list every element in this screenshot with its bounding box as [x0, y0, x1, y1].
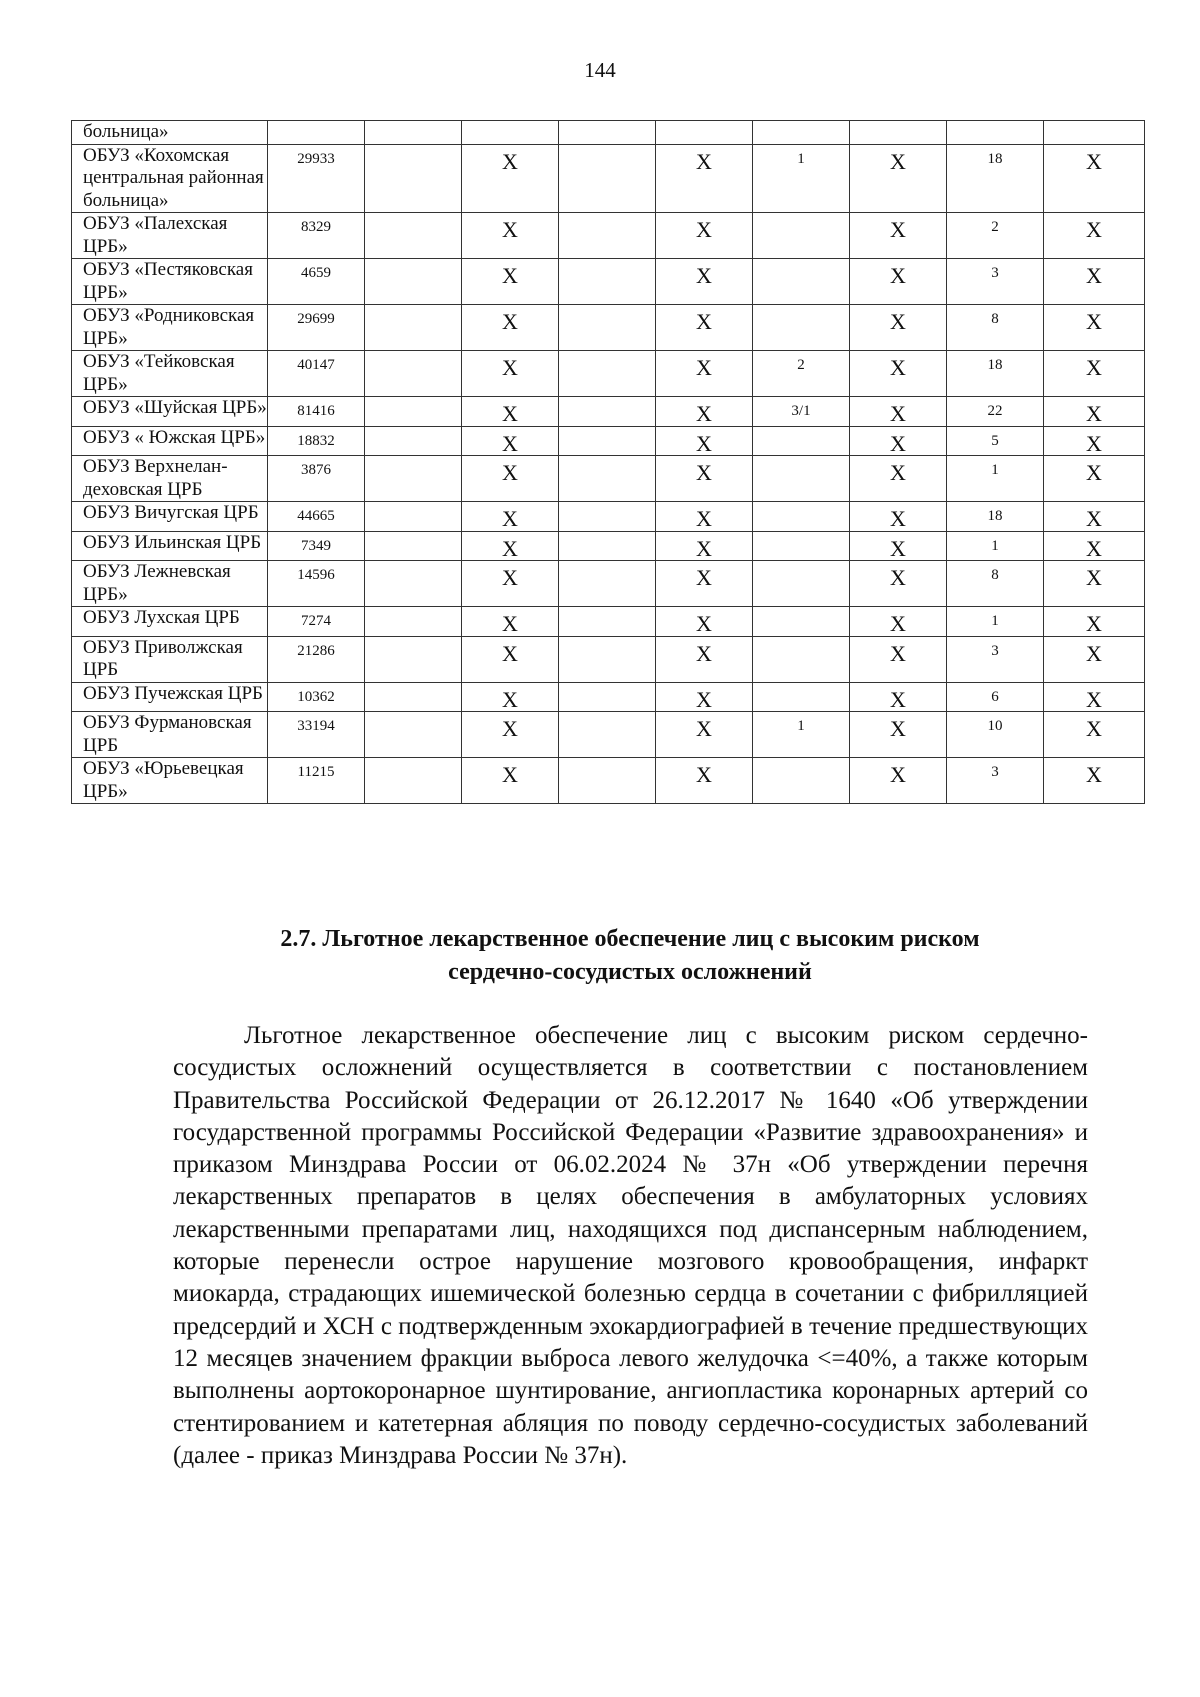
page-number: 144	[584, 58, 616, 82]
table-cell-c10: X	[1044, 502, 1145, 532]
table-cell-name: ОБУЗ «Пестяковская ЦРБ»	[72, 259, 268, 305]
table-cell-c8: X	[850, 144, 947, 213]
table-cell-c10: X	[1044, 636, 1145, 682]
table-cell-c6: X	[656, 456, 753, 502]
hospital-table	[71, 120, 1145, 804]
table-cell-pop: 7349	[268, 531, 365, 561]
table-cell-c8: X	[850, 682, 947, 712]
table-cell-name: ОБУЗ Лежневская ЦРБ»	[72, 561, 268, 607]
table-cell-c10: X	[1044, 351, 1145, 397]
table-cell-c7: 1	[753, 144, 850, 213]
table-cell-c5	[559, 305, 656, 351]
table-cell-name: ОБУЗ Вичугская ЦРБ	[72, 502, 268, 532]
table-cell-pop: 44665	[268, 502, 365, 532]
table-cell-c6: X	[656, 712, 753, 758]
table-cell-c9: 10	[947, 712, 1044, 758]
table-cell-c9: 3	[947, 758, 1044, 804]
table-cell-c4: X	[462, 682, 559, 712]
table-cell-c5	[559, 144, 656, 213]
table-cell-c3	[365, 531, 462, 561]
table-row	[72, 397, 1145, 427]
table-cell-c10: X	[1044, 758, 1145, 804]
table-cell-name: ОБУЗ «Палехская ЦРБ»	[72, 213, 268, 259]
table-cell-c5	[559, 712, 656, 758]
table-cell-c9: 6	[947, 682, 1044, 712]
table-cell-c3	[365, 426, 462, 456]
table-cell-c5	[559, 397, 656, 427]
table-cell-c3	[365, 213, 462, 259]
table-cell-c7	[753, 682, 850, 712]
table-cell-name: ОБУЗ «Юрьевецкая ЦРБ»	[72, 758, 268, 804]
table-cell-c3	[365, 682, 462, 712]
table-cell-c4: X	[462, 397, 559, 427]
table-row	[72, 502, 1145, 532]
table-cell-c3	[365, 259, 462, 305]
table-cell-pop: 8329	[268, 213, 365, 259]
table-cell-c7	[753, 259, 850, 305]
table-cell-c5	[559, 456, 656, 502]
table-cell-c7: 2	[753, 351, 850, 397]
table-cell-c3	[365, 456, 462, 502]
table-cell-c4: X	[462, 305, 559, 351]
table-cell-c10: X	[1044, 682, 1145, 712]
table-row	[72, 144, 1145, 213]
table-cell-c4: X	[462, 758, 559, 804]
table-cell-c4: X	[462, 561, 559, 607]
table-cell-c4: X	[462, 636, 559, 682]
table-cell-name: ОБУЗ «Кохомская центральная районная больница»	[72, 144, 268, 213]
table-cell-pop: 81416	[268, 397, 365, 427]
table-cell-c7	[753, 502, 850, 532]
table-cell-c5	[559, 682, 656, 712]
table-cell-pop: 10362	[268, 682, 365, 712]
table-cell-c5	[559, 531, 656, 561]
table-cell-c5	[559, 758, 656, 804]
table-row	[72, 561, 1145, 607]
table-cell-c8: X	[850, 213, 947, 259]
table-cell-c6: X	[656, 259, 753, 305]
table-cell-c6	[656, 121, 753, 145]
table-cell-name: ОБУЗ Верхнелан-деховская ЦРБ	[72, 456, 268, 502]
table-cell-c3	[365, 351, 462, 397]
table-cell-c5	[559, 259, 656, 305]
table-cell-pop: 11215	[268, 758, 365, 804]
table-cell-c9: 3	[947, 259, 1044, 305]
table-cell-c7	[753, 305, 850, 351]
table-cell-c6: X	[656, 607, 753, 637]
table-body	[72, 121, 1145, 804]
table-cell-c7	[753, 758, 850, 804]
table-cell-c7	[753, 426, 850, 456]
table-cell-c4: X	[462, 531, 559, 561]
table-cell-pop: 29933	[268, 144, 365, 213]
table-cell-c4: X	[462, 456, 559, 502]
table-cell-pop: 3876	[268, 456, 365, 502]
table-row	[72, 305, 1145, 351]
table-cell-c9: 18	[947, 502, 1044, 532]
table-cell-c6: X	[656, 502, 753, 532]
table-cell-c3	[365, 636, 462, 682]
table-cell-name: ОБУЗ «Шуйская ЦРБ»	[72, 397, 268, 427]
table-cell-name: ОБУЗ « Южская ЦРБ»	[72, 426, 268, 456]
table-cell-c10: X	[1044, 712, 1145, 758]
table-row	[72, 712, 1145, 758]
table-row	[72, 213, 1145, 259]
table-cell-c6: X	[656, 636, 753, 682]
table-cell-pop: 14596	[268, 561, 365, 607]
table-cell-c10: X	[1044, 456, 1145, 502]
table-cell-c9: 1	[947, 456, 1044, 502]
table-cell-c8: X	[850, 531, 947, 561]
section-title-line-1: 2.7. Льготное лекарственное обеспечение лиц с высоким риском	[280, 926, 980, 952]
table-row	[72, 682, 1145, 712]
table-cell-c9	[947, 121, 1044, 145]
table-row	[72, 426, 1145, 456]
table-cell-name: ОБУЗ Лухская ЦРБ	[72, 607, 268, 637]
table-cell-c3	[365, 607, 462, 637]
table-cell-c4: X	[462, 607, 559, 637]
table-cell-c4: X	[462, 213, 559, 259]
table-cell-c6: X	[656, 531, 753, 561]
table-cell-c10: X	[1044, 397, 1145, 427]
table-cell-c6: X	[656, 397, 753, 427]
table-row	[72, 259, 1145, 305]
table-cell-c8: X	[850, 712, 947, 758]
table-cell-c5	[559, 561, 656, 607]
table-cell-c3	[365, 561, 462, 607]
table-cell-c10: X	[1044, 305, 1145, 351]
table-row	[72, 531, 1145, 561]
table-cell-c9: 1	[947, 531, 1044, 561]
table-cell-c10: X	[1044, 561, 1145, 607]
table-cell-c9: 8	[947, 305, 1044, 351]
table-cell-c6: X	[656, 758, 753, 804]
table-row	[72, 607, 1145, 637]
table-cell-c3	[365, 144, 462, 213]
table-cell-c8: X	[850, 259, 947, 305]
table-cell-c8: X	[850, 758, 947, 804]
table-cell-c4	[462, 121, 559, 145]
table-cell-c9: 22	[947, 397, 1044, 427]
table-cell-c10: X	[1044, 531, 1145, 561]
table-cell-c6: X	[656, 561, 753, 607]
table-cell-c10: X	[1044, 607, 1145, 637]
table-cell-c5	[559, 502, 656, 532]
table-cell-name: ОБУЗ Ильинская ЦРБ	[72, 531, 268, 561]
table-cell-c9: 18	[947, 351, 1044, 397]
table-cell-c5	[559, 351, 656, 397]
table-row	[72, 351, 1145, 397]
table-cell-c7	[753, 636, 850, 682]
table-row	[72, 636, 1145, 682]
table-cell-c6: X	[656, 682, 753, 712]
table-cell-c9: 3	[947, 636, 1044, 682]
table-cell-c8: X	[850, 561, 947, 607]
table-cell-name: больница»	[72, 121, 268, 145]
table-row	[72, 758, 1145, 804]
table-cell-c5	[559, 213, 656, 259]
table-cell-c3	[365, 502, 462, 532]
table-cell-c6: X	[656, 426, 753, 456]
table-cell-c7	[753, 607, 850, 637]
table-cell-c4: X	[462, 351, 559, 397]
table-cell-c7	[753, 531, 850, 561]
table-cell-pop: 29699	[268, 305, 365, 351]
table-cell-c10: X	[1044, 259, 1145, 305]
table-cell-c3	[365, 758, 462, 804]
table-cell-name: ОБУЗ Пучежская ЦРБ	[72, 682, 268, 712]
table-cell-c8: X	[850, 305, 947, 351]
table-cell-pop: 40147	[268, 351, 365, 397]
table-cell-c9: 8	[947, 561, 1044, 607]
table-cell-c7: 3/1	[753, 397, 850, 427]
table-cell-c8: X	[850, 607, 947, 637]
table-cell-pop: 18832	[268, 426, 365, 456]
table-cell-c8: X	[850, 426, 947, 456]
section-title	[0, 923, 1200, 989]
table-cell-c3	[365, 121, 462, 145]
table-cell-c4: X	[462, 426, 559, 456]
table-cell-name: ОБУЗ «Тейковская ЦРБ»	[72, 351, 268, 397]
table-cell-c5	[559, 636, 656, 682]
body-paragraph: Льготное лекарственное обеспечение лиц с высоким риском сердечно-сосудистых осложнений осуществляется в соответствии с постановлением Правительства Российской Федерации от 26.12.2017 № 1640 «Об утверждении государственной программы Российской Федерации «Развитие здравоохранения» и приказом Минздрава России от 06.02.2024 № 37н «Об утверждении перечня лекарственных препаратов в целях обеспечения в амбулаторных условиях лекарственными препаратами лиц, находящихся под диспансерным наблюдением, которые перенесли острое нарушение мозгового кровообращения, инфаркт миокарда, страдающих ишемической болезнью сердца в сочетании с фибрилляцией предсердий и ХСН с подтвержденным эхокардиографией в течение предшествующих 12 месяцев значением фракции выброса левого желудочка <=40%, а также которым выполнены аортокоронарное шунтирование, ангиопластика коронарных артерий со стентированием и катетерная абляция по поводу сердечно-сосудистых заболеваний (далее - приказ Минздрава России № 37н).	[173, 1022, 1088, 1469]
table-cell-c3	[365, 397, 462, 427]
body-paragraph-block	[173, 1020, 1088, 1472]
table-cell-pop: 33194	[268, 712, 365, 758]
table-cell-c8	[850, 121, 947, 145]
table-cell-c9: 1	[947, 607, 1044, 637]
table-cell-c7: 1	[753, 712, 850, 758]
table-cell-c4: X	[462, 144, 559, 213]
table-cell-c7	[753, 213, 850, 259]
table-cell-c5	[559, 426, 656, 456]
table-row	[72, 456, 1145, 502]
table-cell-c6: X	[656, 351, 753, 397]
table-cell-pop: 7274	[268, 607, 365, 637]
table-cell-c6: X	[656, 305, 753, 351]
table-cell-name: ОБУЗ Приволжская ЦРБ	[72, 636, 268, 682]
table-cell-c4: X	[462, 502, 559, 532]
table-cell-c8: X	[850, 636, 947, 682]
table-cell-c8: X	[850, 351, 947, 397]
table-cell-pop: 4659	[268, 259, 365, 305]
table-cell-c6: X	[656, 213, 753, 259]
table-cell-pop: 21286	[268, 636, 365, 682]
table-cell-c3	[365, 712, 462, 758]
table-cell-c5	[559, 121, 656, 145]
table-row	[72, 121, 1145, 145]
table-cell-c10	[1044, 121, 1145, 145]
table-cell-c10: X	[1044, 213, 1145, 259]
table-cell-c9: 18	[947, 144, 1044, 213]
table-cell-name: ОБУЗ «Родниковская ЦРБ»	[72, 305, 268, 351]
table-cell-c8: X	[850, 397, 947, 427]
table-cell-c6: X	[656, 144, 753, 213]
table-cell-name: ОБУЗ Фурмановская ЦРБ	[72, 712, 268, 758]
section-title-line-2: сердечно-сосудистых осложнений	[448, 959, 812, 985]
table-cell-c5	[559, 607, 656, 637]
table-cell-c8: X	[850, 456, 947, 502]
table-cell-c7	[753, 121, 850, 145]
table-cell-c3	[365, 305, 462, 351]
table-cell-c10: X	[1044, 144, 1145, 213]
table-cell-c4: X	[462, 259, 559, 305]
table-cell-c4: X	[462, 712, 559, 758]
table-cell-pop	[268, 121, 365, 145]
table-cell-c7	[753, 456, 850, 502]
table-cell-c10: X	[1044, 426, 1145, 456]
table-cell-c7	[753, 561, 850, 607]
table-cell-c9: 2	[947, 213, 1044, 259]
table-cell-c8: X	[850, 502, 947, 532]
table-cell-c9: 5	[947, 426, 1044, 456]
